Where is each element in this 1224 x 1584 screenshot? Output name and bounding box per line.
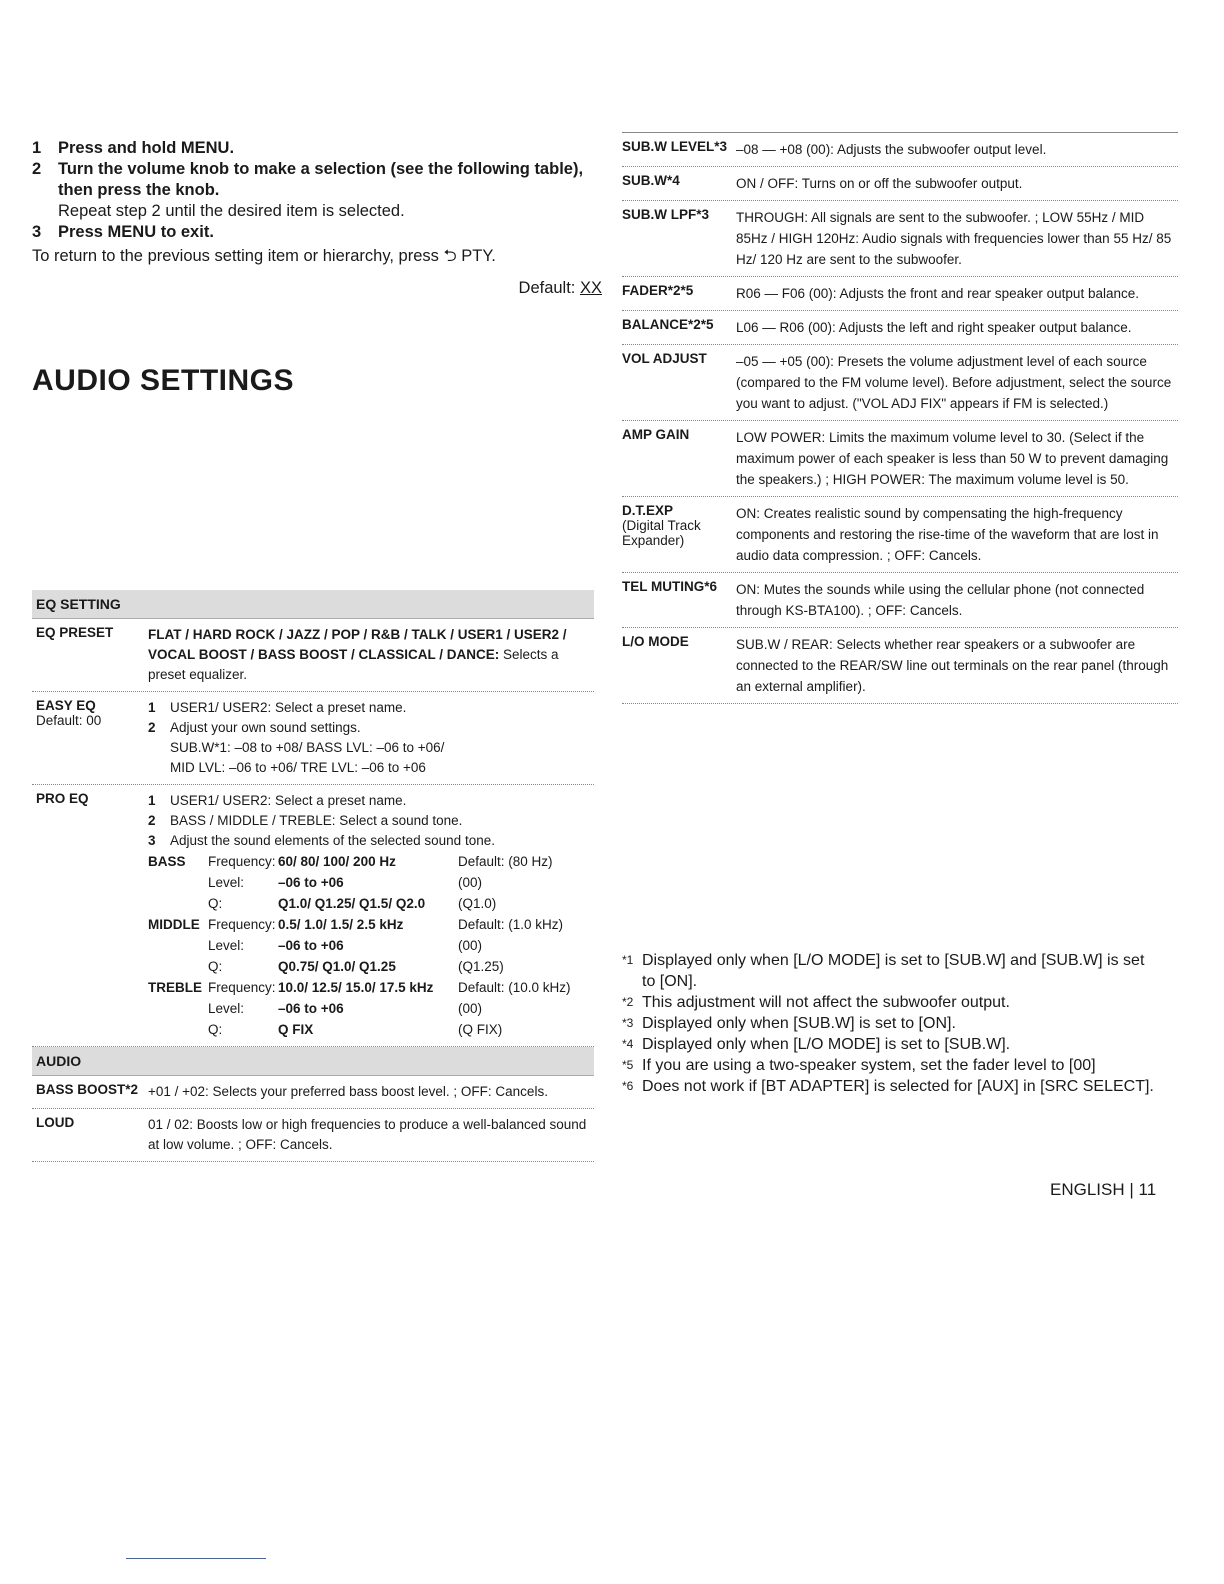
footnote-mark: *6 (622, 1079, 634, 1093)
list-item: 2 BASS / MIDDLE / TREBLE: Select a sound tone. (148, 813, 463, 828)
row-key: PRO EQ (36, 791, 89, 806)
footnote-text: This adjustment will not affect the subwoofer output. (642, 994, 1010, 1011)
footnote (622, 1013, 1162, 1034)
pro-eq-cell: TREBLE (148, 980, 202, 995)
eq-settings-table (32, 590, 594, 1162)
pro-eq-cell: Q: (208, 896, 223, 911)
step-2 (32, 159, 602, 222)
row-key (622, 351, 736, 414)
row-value: –08 — +08 (00): Adjusts the subwoofer output level. (736, 142, 1047, 157)
table-row (622, 167, 1178, 201)
pro-eq-cell: Frequency: (208, 917, 276, 932)
footnote-mark: *1 (622, 953, 634, 967)
step-1 (32, 138, 602, 159)
footnote-mark: *2 (622, 995, 634, 1009)
pro-eq-cell: (00) (458, 938, 483, 953)
row-value: SUB.W / REAR: Selects whether rear speakers or a subwoofer are connected to the REAR/SW line out terminals on the rear panel (through an external amplifier). (736, 637, 1169, 694)
row-key-label: BALANCE*2*5 (622, 317, 714, 332)
footnote-mark: *5 (622, 1058, 634, 1072)
row-value: ON: Creates realistic sound by compensating the high-frequency components and restoring the rise-time of the waveform that are lost in audio data compression. ; OFF: Cancels. (736, 506, 1159, 563)
section-audio: AUDIO (32, 1047, 594, 1076)
row-key (622, 139, 736, 160)
pro-eq-cell: Level: (208, 875, 245, 890)
step-text-end: . (229, 139, 235, 157)
footnote-text: Displayed only when [SUB.W] is set to [ON]. (642, 1015, 956, 1032)
default-label: Default: (518, 279, 580, 297)
footnote (622, 992, 1162, 1013)
pro-eq-cell: (Q FIX) (458, 1022, 503, 1037)
row-pro-eq (32, 785, 594, 1047)
pro-eq-cell: 10.0/ 12.5/ 15.0/ 17.5 kHz (278, 980, 434, 995)
pro-eq-cell: Default: (1.0 kHz) (458, 917, 564, 932)
pro-eq-cell: Q: (208, 959, 223, 974)
footnote (622, 1034, 1162, 1055)
row-key (622, 579, 736, 621)
row-value: 01 / 02: Boosts low or high frequencies to produce a well-balanced sound at low volume. ; OFF: Cancels. (148, 1117, 587, 1152)
row-key-default: Default: 00 (36, 713, 102, 728)
menu-keyword: MENU (180, 139, 230, 157)
pro-eq-grid (148, 851, 594, 1040)
row-key: EQ PRESET (36, 625, 114, 640)
pro-eq-cell: Default: (10.0 kHz) (458, 980, 571, 995)
step-number: 2 (32, 160, 42, 178)
table-row (622, 345, 1178, 421)
page-footer: ENGLISH | 11 (1050, 1180, 1157, 1199)
pro-eq-cell: BASS (148, 854, 186, 869)
footnotes (622, 950, 1162, 1097)
row-value: –05 — +05 (00): Presets the volume adjustment level of each source (compared to the FM volume level). Before adjustment, select the source you want to adjust. ("VOL ADJ FIX" appears if FM is selected.) (736, 354, 1172, 411)
row-key-label: D.T.EXP (622, 503, 674, 518)
step-text: Press and hold (58, 139, 181, 157)
table-row (622, 573, 1178, 628)
footnote (622, 1055, 1162, 1076)
table-row (622, 133, 1178, 167)
row-value (148, 625, 594, 685)
item-text: Adjust your own sound settings. (170, 720, 361, 735)
row-value: ON: Mutes the sounds while using the cellular phone (not connected through KS-BTA100). ; OFF: Cancels. (736, 582, 1145, 618)
footnote (622, 1076, 1162, 1097)
row-key-label: SUB.W LEVEL*3 (622, 139, 728, 154)
step-number: 3 (32, 223, 42, 241)
list-item: 1 USER1/ USER2: Select a preset name. (148, 793, 407, 808)
row-value: LOW POWER: Limits the maximum volume level to 30. (Select if the maximum power of each speaker is less than 50 W to prevent damaging the speakers.) ; HIGH POWER: The maximum volume level is 50. (736, 430, 1169, 487)
return-instruction: To return to the previous setting item or hierarchy, press ⮌ PTY. (32, 247, 496, 265)
table-row (622, 497, 1178, 573)
table-row (622, 628, 1178, 704)
pro-eq-cell: Q0.75/ Q1.0/ Q1.25 (278, 959, 396, 974)
section-eq-setting: EQ SETTING (32, 590, 594, 619)
step-3 (32, 222, 602, 243)
item-text: Adjust the sound elements of the selected sound tone. (170, 833, 495, 848)
row-key-sub: (Digital Track Expander) (622, 518, 701, 548)
pro-eq-cell (148, 893, 208, 914)
step-text: Press (58, 223, 108, 241)
pro-eq-cell: (00) (458, 875, 483, 890)
row-value: THROUGH: All signals are sent to the subwoofer. ; LOW 55Hz / MID 85Hz / HIGH 120Hz: Audio signals with frequencies lower than 55 Hz/ 85 Hz/ 120 Hz are sent to the subwoofer. (736, 210, 1172, 267)
row-key (622, 634, 736, 697)
row-value (148, 698, 594, 778)
pro-eq-cell: Q FIX (278, 1022, 314, 1037)
row-bass-boost (32, 1076, 594, 1109)
preset-list: FLAT / HARD ROCK / JAZZ / POP / R&B / TALK / USER1 / USER2 / VOCAL BOOST / BASS BOOST / CLASSICAL / DANCE: (148, 627, 567, 662)
audio-settings-table (622, 132, 1178, 704)
pro-eq-cell: (00) (458, 1001, 483, 1016)
preset-desc: Selects a preset equalizer. (148, 647, 559, 682)
mid-tre-range: MID LVL: –06 to +06/ TRE LVL: –06 to +06 (170, 760, 426, 775)
row-key: BASS BOOST*2 (36, 1082, 139, 1097)
row-loud (32, 1109, 594, 1162)
subw-range: SUB.W*1: –08 to +08/ BASS LVL: –06 to +06/ (170, 740, 445, 755)
table-row (622, 277, 1178, 311)
footnote-mark: *3 (622, 1016, 634, 1030)
pro-eq-cell (148, 935, 208, 956)
pro-eq-cell: Default: (80 Hz) (458, 854, 553, 869)
pro-eq-cell: –06 to +06 (278, 938, 344, 953)
row-key: LOUD (36, 1115, 75, 1130)
row-value: +01 / +02: Selects your preferred bass boost level. ; OFF: Cancels. (148, 1084, 548, 1099)
pro-eq-cell (148, 1019, 208, 1040)
row-easy-eq (32, 692, 594, 785)
pro-eq-cell (148, 872, 208, 893)
item-text: USER1/ USER2: Select a preset name. (170, 700, 407, 715)
row-value (148, 791, 594, 1040)
page-title: AUDIO SETTINGS (32, 364, 295, 397)
list-item: 2 Adjust your own sound settings. SUB.W*1: –08 to +08/ BASS LVL: –06 to +06/ MID LVL: –06 to +06/ TRE LVL: –06 to +06 (148, 718, 594, 778)
pro-eq-cell: Level: (208, 938, 245, 953)
pro-eq-cell: –06 to +06 (278, 1001, 344, 1016)
pro-eq-cell: –06 to +06 (278, 875, 344, 890)
pro-eq-cell: Frequency: (208, 854, 276, 869)
row-key (622, 207, 736, 270)
divider (126, 1558, 266, 1559)
pro-eq-cell: 0.5/ 1.0/ 1.5/ 2.5 kHz (278, 917, 404, 932)
table-row (622, 311, 1178, 345)
row-value: R06 — F06 (00): Adjusts the front and rear speaker output balance. (736, 286, 1139, 301)
row-key-label: VOL ADJUST (622, 351, 707, 366)
row-key (622, 283, 736, 304)
row-key (36, 698, 148, 778)
footnote-text: Displayed only when [L/O MODE] is set to [SUB.W]. (642, 1036, 1011, 1053)
footnote-text: Does not work if [BT ADAPTER] is selected for [AUX] in [SRC SELECT]. (642, 1078, 1154, 1095)
row-key-label: AMP GAIN (622, 427, 690, 442)
footnote-mark: *4 (622, 1037, 634, 1051)
list-item: 1 USER1/ USER2: Select a preset name. (148, 700, 407, 715)
pro-eq-cell (148, 956, 208, 977)
row-key-label: SUB.W*4 (622, 173, 680, 188)
row-eq-preset (32, 619, 594, 692)
instructions (32, 138, 602, 307)
table-row (622, 421, 1178, 497)
default-legend (519, 279, 602, 298)
row-key (622, 503, 736, 566)
pro-eq-cell: (Q1.0) (458, 896, 497, 911)
step-text: Turn the volume knob to make a selection (see the following table), then press the knob. (58, 160, 584, 199)
step-text-end: to exit. (156, 223, 214, 241)
pro-eq-cell: Level: (208, 1001, 245, 1016)
pro-eq-cell: MIDDLE (148, 917, 200, 932)
pro-eq-cell: Frequency: (208, 980, 276, 995)
pro-eq-cell: Q: (208, 1022, 223, 1037)
table-row (622, 201, 1178, 277)
footnote-text: If you are using a two-speaker system, set the fader level to [00] (642, 1057, 1096, 1074)
item-text: BASS / MIDDLE / TREBLE: Select a sound tone. (170, 813, 463, 828)
menu-keyword: MENU (107, 223, 157, 241)
row-key-label: FADER*2*5 (622, 283, 694, 298)
step-sub: Repeat step 2 until the desired item is selected. (58, 202, 405, 220)
pro-eq-cell (148, 998, 208, 1019)
pro-eq-cell: (Q1.25) (458, 959, 504, 974)
row-value: L06 — R06 (00): Adjusts the left and right speaker output balance. (736, 320, 1132, 335)
row-value: ON / OFF: Turns on or off the subwoofer output. (736, 176, 1023, 191)
step-number: 1 (32, 139, 42, 157)
row-key (622, 317, 736, 338)
row-key (622, 427, 736, 490)
footnote-text: Displayed only when [L/O MODE] is set to [SUB.W] and [SUB.W] is set to [ON]. (642, 952, 1145, 990)
item-text: USER1/ USER2: Select a preset name. (170, 793, 407, 808)
default-marker: XX (579, 279, 602, 297)
pro-eq-cell: Q1.0/ Q1.25/ Q1.5/ Q2.0 (278, 896, 426, 911)
pro-eq-cell: 60/ 80/ 100/ 200 Hz (278, 854, 396, 869)
row-key-label: EASY EQ (36, 698, 96, 713)
list-item: 3 Adjust the sound elements of the selected sound tone. (148, 833, 495, 848)
footnote (622, 950, 1162, 992)
row-key-label: L/O MODE (622, 634, 689, 649)
row-key-label: SUB.W LPF*3 (622, 207, 710, 222)
row-key (622, 173, 736, 194)
row-key-label: TEL MUTING*6 (622, 579, 718, 594)
